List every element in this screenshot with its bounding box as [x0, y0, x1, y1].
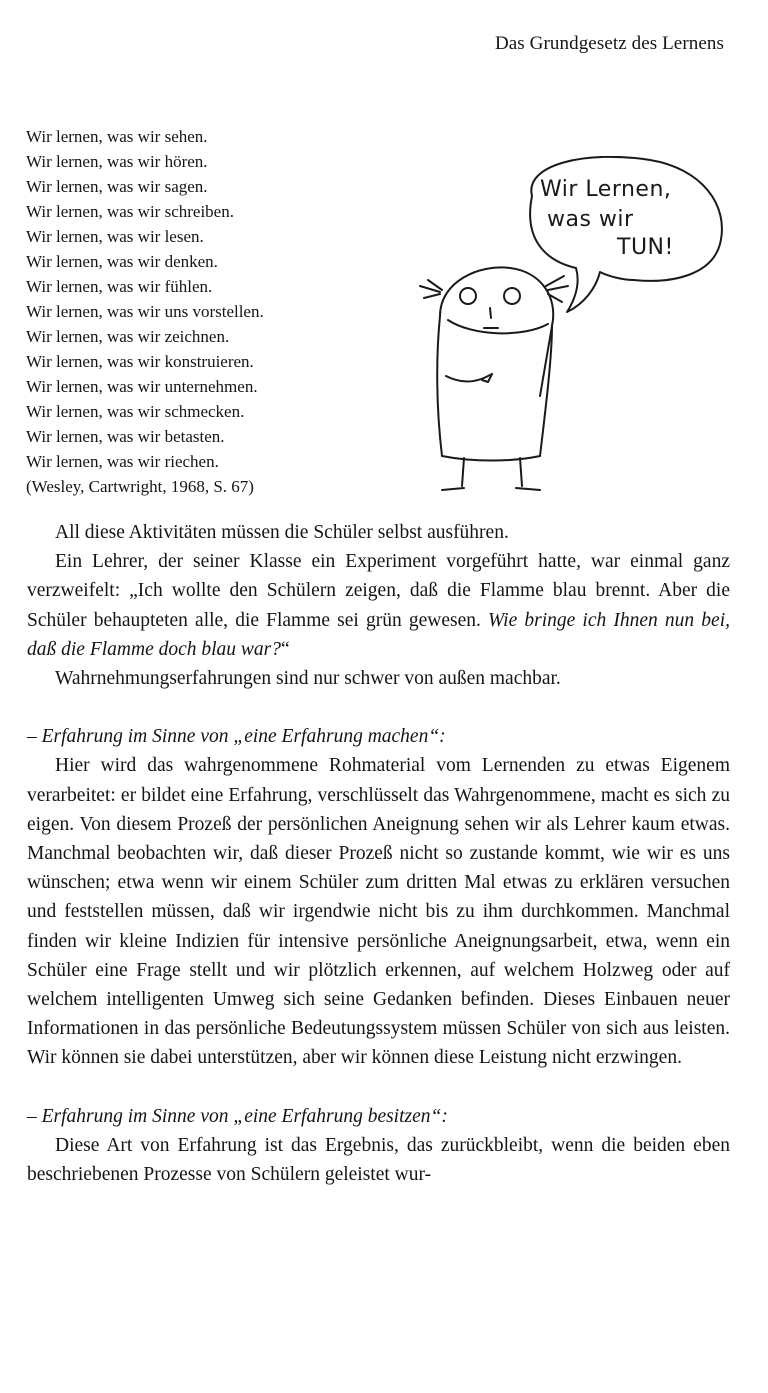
- poem-citation: (Wesley, Cartwright, 1968, S. 67): [26, 477, 254, 496]
- poem-line: Wir lernen, was wir hören.: [26, 152, 208, 171]
- poem-line: Wir lernen, was wir lesen.: [26, 227, 204, 246]
- italic-quote: Wie bringe ich Ihnen nun bei, daß die Flamme doch blau war?: [27, 609, 730, 660]
- speech-bubble-line-1: Wir Lernen,: [540, 177, 672, 202]
- heading-dash: –: [27, 726, 42, 748]
- section-heading: [27, 722, 730, 751]
- poem-line: Wir lernen, was wir sehen.: [26, 127, 208, 146]
- cartoon-illustration: [412, 156, 742, 506]
- poem-line: Wir lernen, was wir konstruieren.: [26, 352, 254, 371]
- poem: [26, 124, 426, 499]
- body-text: [27, 518, 730, 1189]
- poem-line: Wir lernen, was wir schmecken.: [26, 402, 245, 421]
- running-head: Das Grundgesetz des Lernens: [494, 33, 724, 54]
- poem-line: Wir lernen, was wir uns vorstellen.: [26, 302, 264, 321]
- paragraph: All diese Aktivitäten müssen die Schüler selbst ausführen.: [55, 522, 509, 543]
- speech-bubble-line-2: was wir: [547, 207, 634, 232]
- paragraph: [27, 547, 730, 664]
- figure-body: [437, 316, 552, 461]
- paragraph: Diese Art von Erfahrung ist das Ergebnis, das zurückbleibt, wenn die beiden eben beschriebenen Prozesse von Schülern geleistet wur-: [27, 1134, 730, 1186]
- poem-line: Wir lernen, was wir zeichnen.: [26, 327, 230, 346]
- poem-line: Wir lernen, was wir unternehmen.: [26, 377, 258, 396]
- figure-head: [440, 267, 553, 326]
- closing-quote: “: [281, 638, 290, 660]
- paragraph: Wahrnehmungserfahrungen sind nur schwer von außen machbar.: [55, 668, 561, 690]
- section-heading: [27, 1102, 730, 1131]
- paragraph: Hier wird das wahrgenommene Rohmaterial vom Lernenden zu etwas Eigenem verarbeitet: er bildet eine Erfahrung, verschlüsselt das Wahrgenommene, macht es sich zu eigen. Von diesem Prozeß der persönlichen Aneignung sehen wir als Lehrer kaum etwas. Manchmal beobachten wir, daß dieser Prozeß nicht so zustande kommt, wie wir es uns wünschen; etwa wenn wir einem Schüler zum dritten Mal etwas zu erklären versuchen und feststellen müssen, daß wir irgendwie nicht bis zu ihm durchkommen. Manchmal finden wir kleine Indizien für intensive persönliche Aneignungsarbeit, etwa, wenn ein Schüler eine Frage stellt und wir plötzlich erkennen, auf welchem Holzweg oder auf welchem intelligenten Umweg sich seine Gedanken befinden. Dieses Einbauen neuer Informationen in das persönliche Bedeutungssystem müssen Schüler von sich aus leisten. Wir können sie dabei unterstützen, aber wir können diese Leistung nicht erzwingen.: [27, 755, 730, 1069]
- heading-dash: –: [27, 1105, 42, 1127]
- poem-line: Wir lernen, was wir sagen.: [26, 177, 208, 196]
- poem-line: Wir lernen, was wir fühlen.: [26, 277, 213, 296]
- poem-line: Wir lernen, was wir betasten.: [26, 427, 225, 446]
- speech-bubble-line-3: TUN!: [617, 235, 674, 260]
- heading-text: Erfahrung im Sinne von „eine Erfahrung besitzen“:: [41, 1105, 448, 1127]
- poem-line: Wir lernen, was wir schreiben.: [26, 202, 234, 221]
- heading-text: Erfahrung im Sinne von „eine Erfahrung machen“:: [41, 726, 446, 748]
- paragraph-text: Ein Lehrer, der seiner Klasse ein Experiment vorgeführt hatte, war einmal ganz verzweifelt: „Ich wollte den Schülern zeigen, daß die Flamme blau brennt. Aber die Schüler behaupteten alle, die Flamme sei grün gewesen.: [27, 551, 730, 631]
- poem-line: Wir lernen, was wir denken.: [26, 252, 218, 271]
- poem-line: Wir lernen, was wir riechen.: [26, 452, 219, 471]
- cartoon-figure-drawing: [412, 156, 742, 506]
